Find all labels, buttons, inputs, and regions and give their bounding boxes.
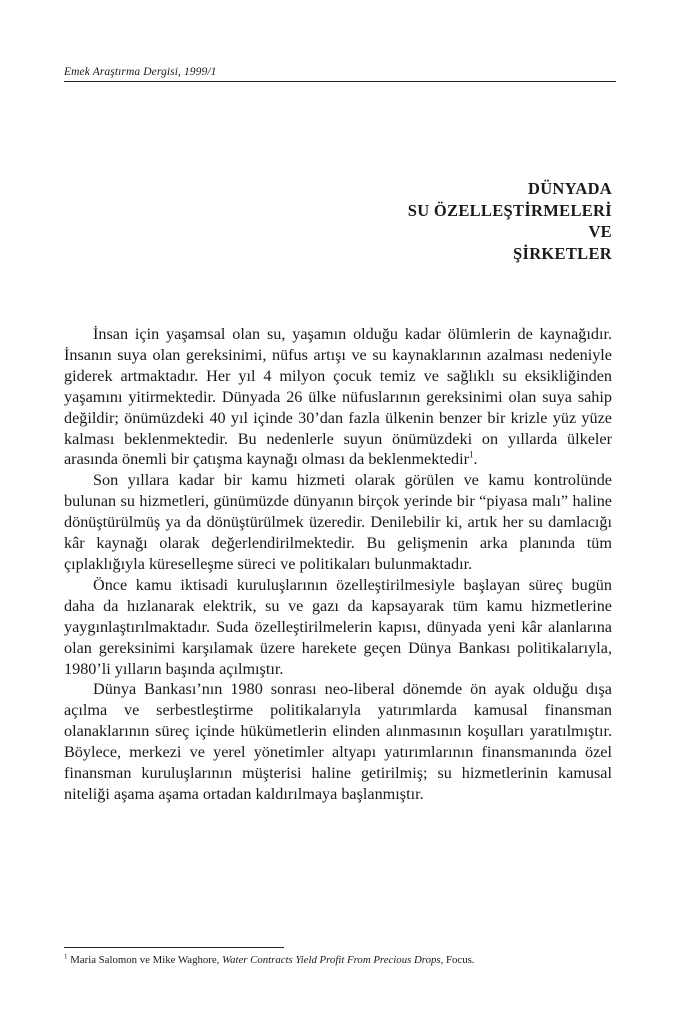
article-body [64,324,612,805]
footnote-separator [64,947,284,948]
paragraph: Önce kamu iktisadi kuruluşlarının özelleştirilmesiyle başlayan süreç bugün daha da hızlanarak elektrik, su ve gazı da kapsayarak tüm kamu hizmetlerine yaygınlaştırılmaktadır. Suda özelleştirilmelerin kapısı, dünyada yeni kâr alanlarına olan gereksinimi karşılamak üzere harekete geçen Dünya Bankası politikalarıyla, 1980’li yılların başında açılmıştır. [64,575,612,678]
paragraph: Dünya Bankası’nın 1980 sonrası neo-liberal dönemde ön ayak olduğu dışa açılma ve serbestleştirme politikalarıyla yatırımlarda kamusal finansman olanaklarının süreç içinde hükümetlerin elinden alınmasının koşulları yaratılmıştır. Böylece, merkezi ve yerel yönetimler altyapı yatırımlarının finansmanında özel finansman kuruluşlarının müşterisi haline getirilmiş; su hizmetlerinin kamusal niteliği aşama aşama ortadan kaldırılmaya başlanmıştır. [64,680,612,803]
footnote-reference[interactable]: 1 [469,450,474,461]
paragraph: Son yıllara kadar bir kamu hizmeti olarak görülen ve kamu kontrolünde bulunan su hizmetleri, günümüzde dünyanın birçok yerinde bir “piyasa malı” haline dönüştürülmüş ya da dönüştürülmek üzeredir. Denilebilir ki, artık her su damlacığı kâr kaynağı olarak değerlendirilmektedir. Bu gelişmenin arka planında tüm çıplaklığıyla küreselleşme süreci ve politikaları bulunmaktadır. [64,471,612,573]
running-header [64,62,616,82]
footnote-source: , Focus. [440,954,475,966]
title-line: SU ÖZELLEŞTİRMELERİ [407,200,612,220]
title-line: VE [588,222,612,241]
footnote-work-title: Water Contracts Yield Profit From Precious Drops [222,954,441,966]
paragraph-text: İnsan için yaşamsal olan su, yaşamın olduğu kadar ölümlerin de kaynağıdır. İnsanın suya olan gereksinimi, nüfus artışı ve su kaynaklarının azalması nedeniyle giderek artmaktadır. Her yıl 4 milyon çocuk temiz ve sağlıklı su eksikliğinden yaşamını yitirmektedir. Dünyada 26 ülke nüfuslarının gereksinimi olan suya sahip değildir; önümüzdeki 40 yıl içinde 30’dan fazla ülkenin benzer bir krizle yüz yüze kalması beklenmektedir. Bu nedenlerle suyun önümüzdeki on yıllarda ülkeler arasında önemli bir çatışma kaynağı olması da beklenmektedir [64,325,612,469]
title-line: ŞİRKETLER [513,243,612,263]
footnote [64,954,624,966]
article-title [408,178,612,264]
footnote-number: 1 [64,952,68,961]
journal-name: Emek Araştırma Dergisi, 1999/1 [64,66,217,78]
footnote-authors: Maria Salomon ve Mike Waghore, [70,954,223,966]
paragraph: İnsan için yaşamsal olan su, yaşamın olduğu kadar ölümlerin de kaynağıdır. İnsanın suya olan gereksinimi, nüfus artışı ve su kaynaklarının azalması nedeniyle giderek artmaktadır. Her yıl 4 milyon çocuk temiz ve sağlıklı su eksikliğinden yaşamını yitirmektedir. Dünyada 26 ülke nüfuslarının gereksinimi olan suya sahip değildir; önümüzdeki 40 yıl içinde 30’dan fazla ülkenin benzer bir krizle yüz yüze kalması beklenmektedir. Bu nedenlerle suyun önümüzdeki on yıllarda ülkeler arasında önemli bir çatışma kaynağı olması da beklenmektedir$^1$. [64,325,612,469]
title-line: DÜNYADA [528,179,612,198]
